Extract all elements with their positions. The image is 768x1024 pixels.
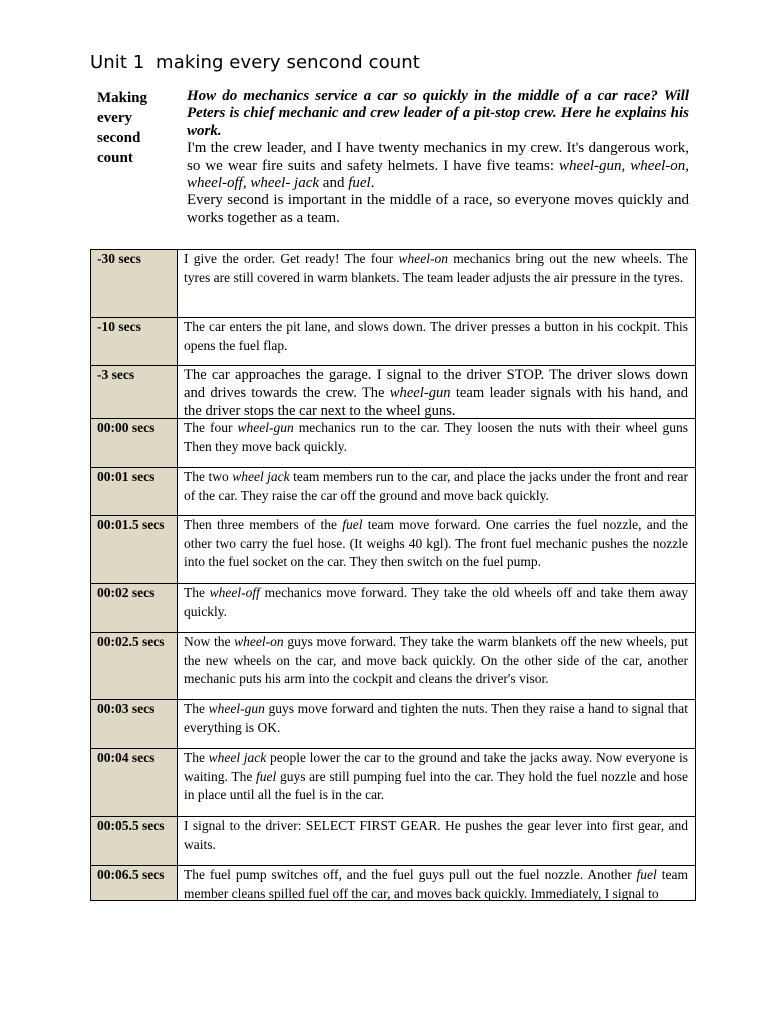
event-description — [178, 366, 696, 419]
text-run: . — [370, 175, 375, 192]
text-run: team move forward. One carries the fuel nozzle, and the other two carry the fuel hose. (It weighs 40 kgl). The front fuel mechanic pushes the nozzle into the fuel socket on the car. They then switch on the fuel pump. — [184, 517, 688, 569]
event-description — [178, 419, 696, 468]
text-run: , — [685, 157, 690, 174]
intro-side-label — [90, 88, 171, 227]
time-label: -3 secs — [91, 366, 178, 419]
time-label: 00:04 secs — [91, 749, 178, 817]
text-run: team member cleans spilled fuel off the car, and moves back quickly. Immediately, I signal to — [184, 867, 688, 900]
intro-side-line: Making — [97, 90, 148, 106]
time-label: 00:01 secs — [91, 468, 178, 516]
intro-lead-text: How do mechanics service a car so quickly in the middle of a car race? Will Peters is chief mechanic and crew leader of a pit-stop crew. Here he explains his work — [187, 88, 689, 139]
italic-term: wheel-gun — [237, 420, 294, 435]
text-run: The fuel pump switches off, and the fuel guys pull out the fuel nozzle. Another — [184, 867, 637, 882]
text-run: I'm the crew leader, and I have twenty mechanics in my crew. It's dangerous work, so we wear fire suits and safety helmets. I have five teams: — [187, 140, 689, 174]
event-description — [178, 817, 696, 866]
timeline-row — [91, 866, 696, 901]
event-text — [184, 419, 688, 467]
italic-term: wheel jack — [232, 469, 290, 484]
time-label: -30 secs — [91, 250, 178, 318]
timeline-row — [91, 250, 696, 318]
timeline-row — [91, 633, 696, 700]
text-run: The — [184, 585, 210, 600]
italic-term: wheel- jack — [250, 175, 320, 192]
text-run: The — [184, 701, 209, 716]
event-description — [178, 318, 696, 366]
time-label: 00:01.5 secs — [91, 516, 178, 584]
page-title: Unit 1 making every sencond count — [90, 52, 420, 73]
timeline-row — [91, 318, 696, 366]
italic-term: wheel-off — [187, 175, 243, 192]
intro-side-line: every — [97, 110, 132, 126]
time-label: 00:06.5 secs — [91, 866, 178, 901]
timeline-row — [91, 366, 696, 419]
time-label: 00:00 secs — [91, 419, 178, 468]
event-text — [184, 633, 688, 699]
event-description — [178, 633, 696, 700]
italic-term: wheel-on — [398, 251, 448, 266]
timeline-body — [91, 250, 696, 901]
italic-term: wheel jack — [208, 750, 267, 765]
intro-paragraph — [187, 140, 689, 192]
text-run: I signal to the driver: SELECT FIRST GEAR. He pushes the gear lever into first gear, and waits. — [184, 818, 688, 852]
italic-term: fuel — [342, 517, 363, 532]
intro-side-line: count — [97, 150, 133, 166]
text-run: and — [319, 175, 349, 192]
timeline-row — [91, 749, 696, 817]
intro-paragraph: Every second is important in the middle of a race, so everyone moves quickly and works together as a team. — [187, 192, 689, 226]
event-text — [184, 700, 688, 748]
event-text — [184, 866, 688, 900]
event-description — [178, 700, 696, 749]
event-description — [178, 584, 696, 633]
text-run: I give the order. Get ready! The four — [184, 251, 399, 266]
text-run: mechanics run to the car. They loosen the nuts with their wheel guns Then they move back quickly. — [184, 420, 688, 454]
text-run: mechanics bring out the new wheels. The tyres are still covered in warm blankets. The team leader adjusts the air pressure in the tyres. — [184, 251, 688, 285]
intro-body — [187, 88, 689, 227]
event-text — [184, 468, 688, 515]
intro-side-line: second — [97, 130, 141, 146]
event-text — [184, 318, 688, 365]
time-label: 00:02 secs — [91, 584, 178, 633]
timeline-row — [91, 700, 696, 749]
time-label: 00:03 secs — [91, 700, 178, 749]
timeline-row — [91, 468, 696, 516]
event-text — [184, 516, 688, 583]
text-run: mechanics move forward. They take the old wheels off and take them away quickly. — [184, 585, 688, 619]
pit-stop-timeline-table — [90, 249, 696, 901]
text-run: The — [184, 750, 209, 765]
timeline-row — [91, 419, 696, 468]
italic-term: fuel — [348, 175, 371, 192]
italic-term: wheel-off — [209, 585, 260, 600]
italic-term: wheel-gun — [208, 701, 265, 716]
italic-term: wheel-on — [234, 634, 284, 649]
text-run: The four — [184, 420, 238, 435]
timeline-row — [91, 817, 696, 866]
text-run: Then three members of the — [184, 517, 343, 532]
text-run: team leader signals with his hand, and the driver stops the car next to the wheel guns. — [184, 385, 688, 418]
event-description — [178, 516, 696, 584]
text-run: The car enters the pit lane, and slows down. The driver presses a button in his cockpit. This opens the fuel flap. — [184, 319, 688, 353]
text-run: team members run to the car, and place the jacks under the front and rear of the car. They raise the car off the ground and move back quickly. — [184, 469, 688, 503]
text-run: guys move forward. They take the warm blankets off the new wheels, put the new wheels on the car, and move back quickly. On the other side of the car, another mechanic puts his arm into the cockpit and cleans the driver's visor. — [184, 634, 688, 686]
text-run: , — [242, 175, 251, 192]
event-description — [178, 749, 696, 817]
italic-term: fuel — [636, 867, 657, 882]
italic-term: wheel-gun — [559, 157, 622, 174]
timeline-row — [91, 584, 696, 633]
text-run: Now the — [184, 634, 235, 649]
text-run: guys are still pumping fuel into the car. They hold the fuel nozzle and hose in place until all the fuel is in the car. — [184, 768, 688, 802]
italic-term: fuel — [256, 768, 277, 784]
text-run: , — [621, 157, 631, 174]
event-text — [184, 817, 688, 865]
event-description — [178, 250, 696, 318]
time-label: 00:02.5 secs — [91, 633, 178, 700]
text-run: people lower the car to the ground and take the jacks away. Now everyone is waiting. The — [184, 750, 688, 784]
event-text — [184, 749, 688, 816]
text-run: The car approaches the garage. I signal to the driver STOP. The driver slows down and drives towards the crew. The — [184, 367, 688, 401]
italic-term: wheel-on — [630, 157, 686, 174]
event-text — [184, 250, 688, 317]
intro-lead: How do mechanics service a car so quickly in the middle of a car race? Will Peters is chief mechanic and crew leader of a pit-stop crew. Here he explains his work. — [187, 88, 689, 139]
time-label: -10 secs — [91, 318, 178, 366]
intro-block — [90, 88, 696, 227]
time-label: 00:05.5 secs — [91, 817, 178, 866]
text-run: guys move forward and tighten the nuts. Then they raise a hand to signal that everything is OK. — [184, 701, 688, 735]
italic-term: wheel-gun — [389, 385, 451, 401]
timeline-row — [91, 516, 696, 584]
text-run: The two — [184, 469, 233, 484]
event-text — [184, 366, 688, 418]
event-description — [178, 866, 696, 901]
event-description — [178, 468, 696, 516]
event-text — [184, 584, 688, 632]
